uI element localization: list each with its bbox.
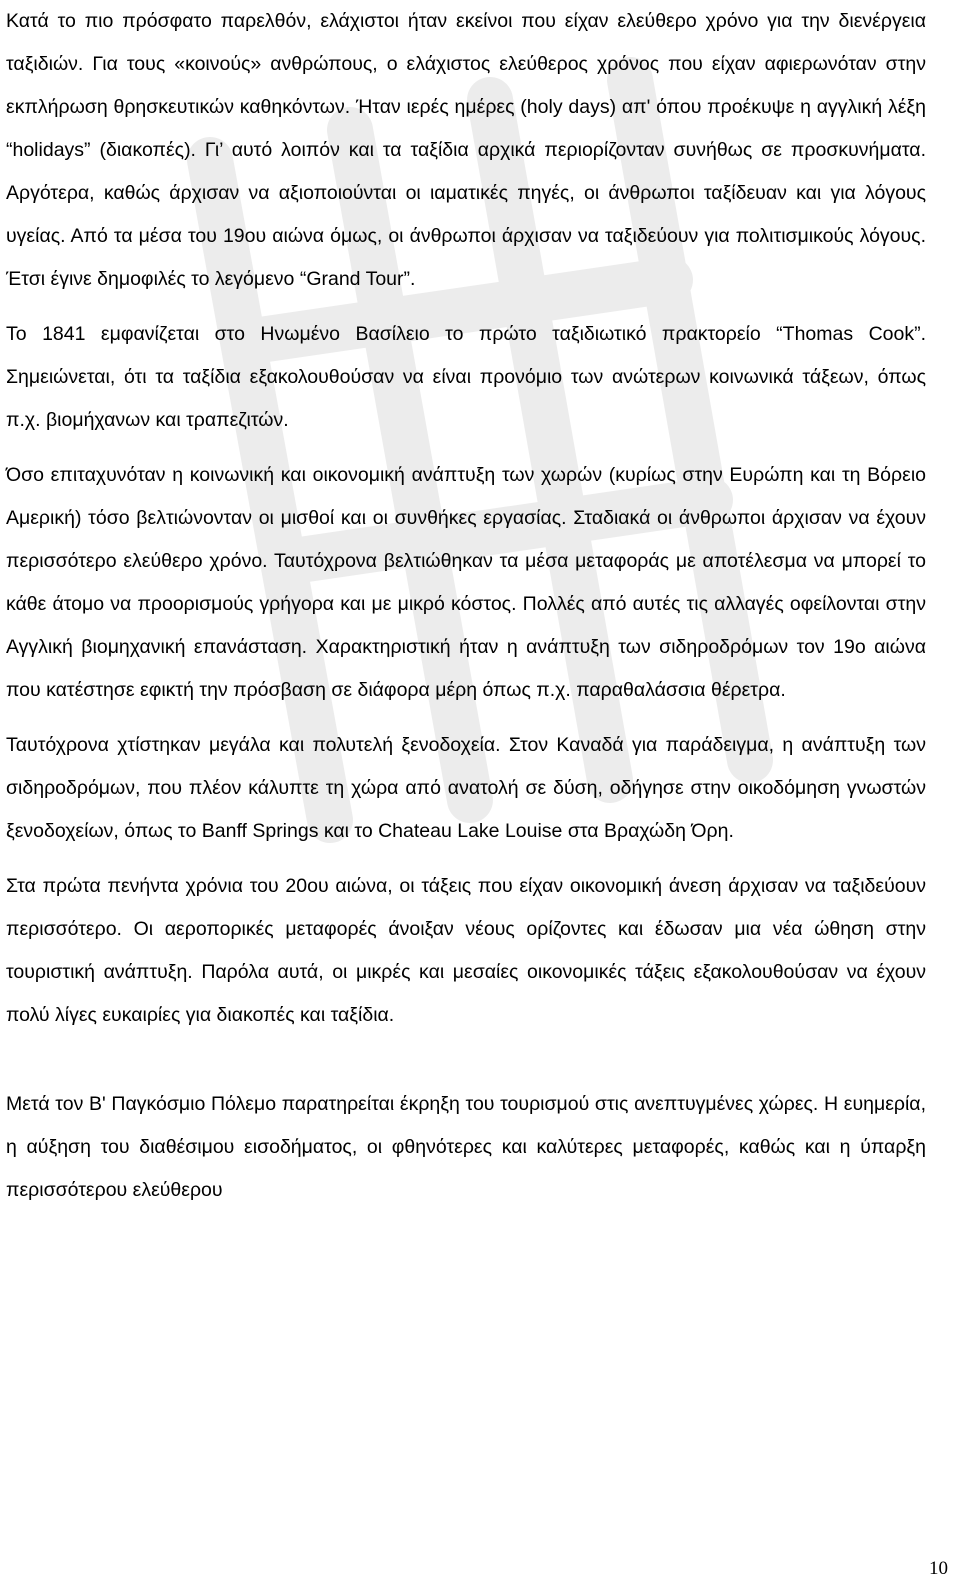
page-number: 10 (929, 1558, 948, 1579)
paragraph-thomas-cook: Το 1841 εμφανίζεται στο Ηνωμένο Βασίλειο το πρώτο ταξιδιωτικό πρακτορείο “Thomas Cook”. Σημειώνεται, ότι τα ταξίδια εξακολουθούσαν να είναι προνόμιο των ανώτερων κοινωνικά τάξεων, όπως π.χ. βιομήχανων και τραπεζιτών. (6, 323, 926, 431)
paragraph-travel-history: Κατά το πιο πρόσφατο παρελθόν, ελάχιστοι ήταν εκείνοι που είχαν ελεύθερο χρόνο για την διενέργεια ταξιδιών. Για τους «κοινούς» ανθρώπους, ο ελάχιστος ελεύθερος χρόνος που είχαν αφιερωνόταν στην εκπλήρωση θρησκευτικών καθηκόντων. Ήταν ιερές ημέρες (holy days) απ' όπου προέκυψε η αγγλική λέξη “holidays” (διακοπές). Γι’ αυτό λοιπόν και τα ταξίδια αρχικά περιορίζονταν συνήθως σε προσκυνήματα. Αργότερα, καθώς άρχισαν να αξιοποιούνται οι ιαματικές πηγές, οι άνθρωποι ταξίδευαν και για λόγους υγείας. Από τα μέσα του 19ου αιώνα όμως, οι άνθρωποι άρχισαν να ταξιδεύουν για πολιτισμικούς λόγους. Έτσι έγινε δημοφιλές το λεγόμενο “Grand Tour”. (6, 10, 926, 290)
paragraph-economic-growth: Όσο επιταχυνόταν η κοινωνική και οικονομική ανάπτυξη των χωρών (κυρίως στην Ευρώπη και τη Βόρειο Αμερική) τόσο βελτιώνονταν οι μισθοί και οι συνθήκες εργασίας. Σταδιακά οι άνθρωποι άρχισαν να έχουν περισσότερο ελεύθερο χρόνο. Ταυτόχρονα βελτιώθηκαν τα μέσα μεταφοράς με αποτέλεσμα να μπορεί το κάθε άτομο να προορισμούς γρήγορα και με μικρό κόστος. Πολλές από αυτές τις αλλαγές οφείλονται στην Αγγλική βιομηχανική επανάσταση. Χαρακτηριστική ήταν η ανάπτυξη των σιδηροδρόμων τον 19ο αιώνα που κατέστησε εφικτή την πρόσβαση σε διάφορα μέρη όπως π.χ. παραθαλάσσια θέρετρα. (6, 464, 926, 701)
paragraph-hotels: Ταυτόχρονα χτίστηκαν μεγάλα και πολυτελή ξενοδοχεία. Στον Καναδά για παράδειγμα, η ανάπτυξη των σιδηροδρόμων, που πλέον κάλυπτε τη χώρα από ανατολή σε δύση, οδήγησε στην οικοδόμηση γνωστών ξενοδοχείων, όπως το Banff Springs και το Chateau Lake Louise στα Βραχώδη Όρη. (6, 734, 926, 842)
paragraph-20th-century: Στα πρώτα πενήντα χρόνια του 20ου αιώνα, οι τάξεις που είχαν οικονομική άνεση άρχισαν να ταξιδεύουν περισσότερο. Οι αεροπορικές μεταφορές άνοιξαν νέους ορίζοντες και έδωσαν μια νέα ώθηση στην τουριστική ανάπτυξη. Παρόλα αυτά, οι μικρές και μεσαίες οικονομικές τάξεις εξακολουθούσαν να έχουν πολύ λίγες ευκαιρίες για διακοπές και ταξίδια. (6, 875, 926, 1026)
paragraph-post-war: Μετά τον Β' Παγκόσμιο Πόλεμο παρατηρείται έκρηξη του τουρισμού στις ανεπτυγμένες χώρες. Η ευημερία, η αύξηση του διαθέσιμου εισοδήματος, οι φθηνότερες και καλύτερες μεταφορές, καθώς και η ύπαρξη περισσότερου ελεύθερου (6, 1093, 926, 1201)
body-text (6, 0, 926, 1224)
